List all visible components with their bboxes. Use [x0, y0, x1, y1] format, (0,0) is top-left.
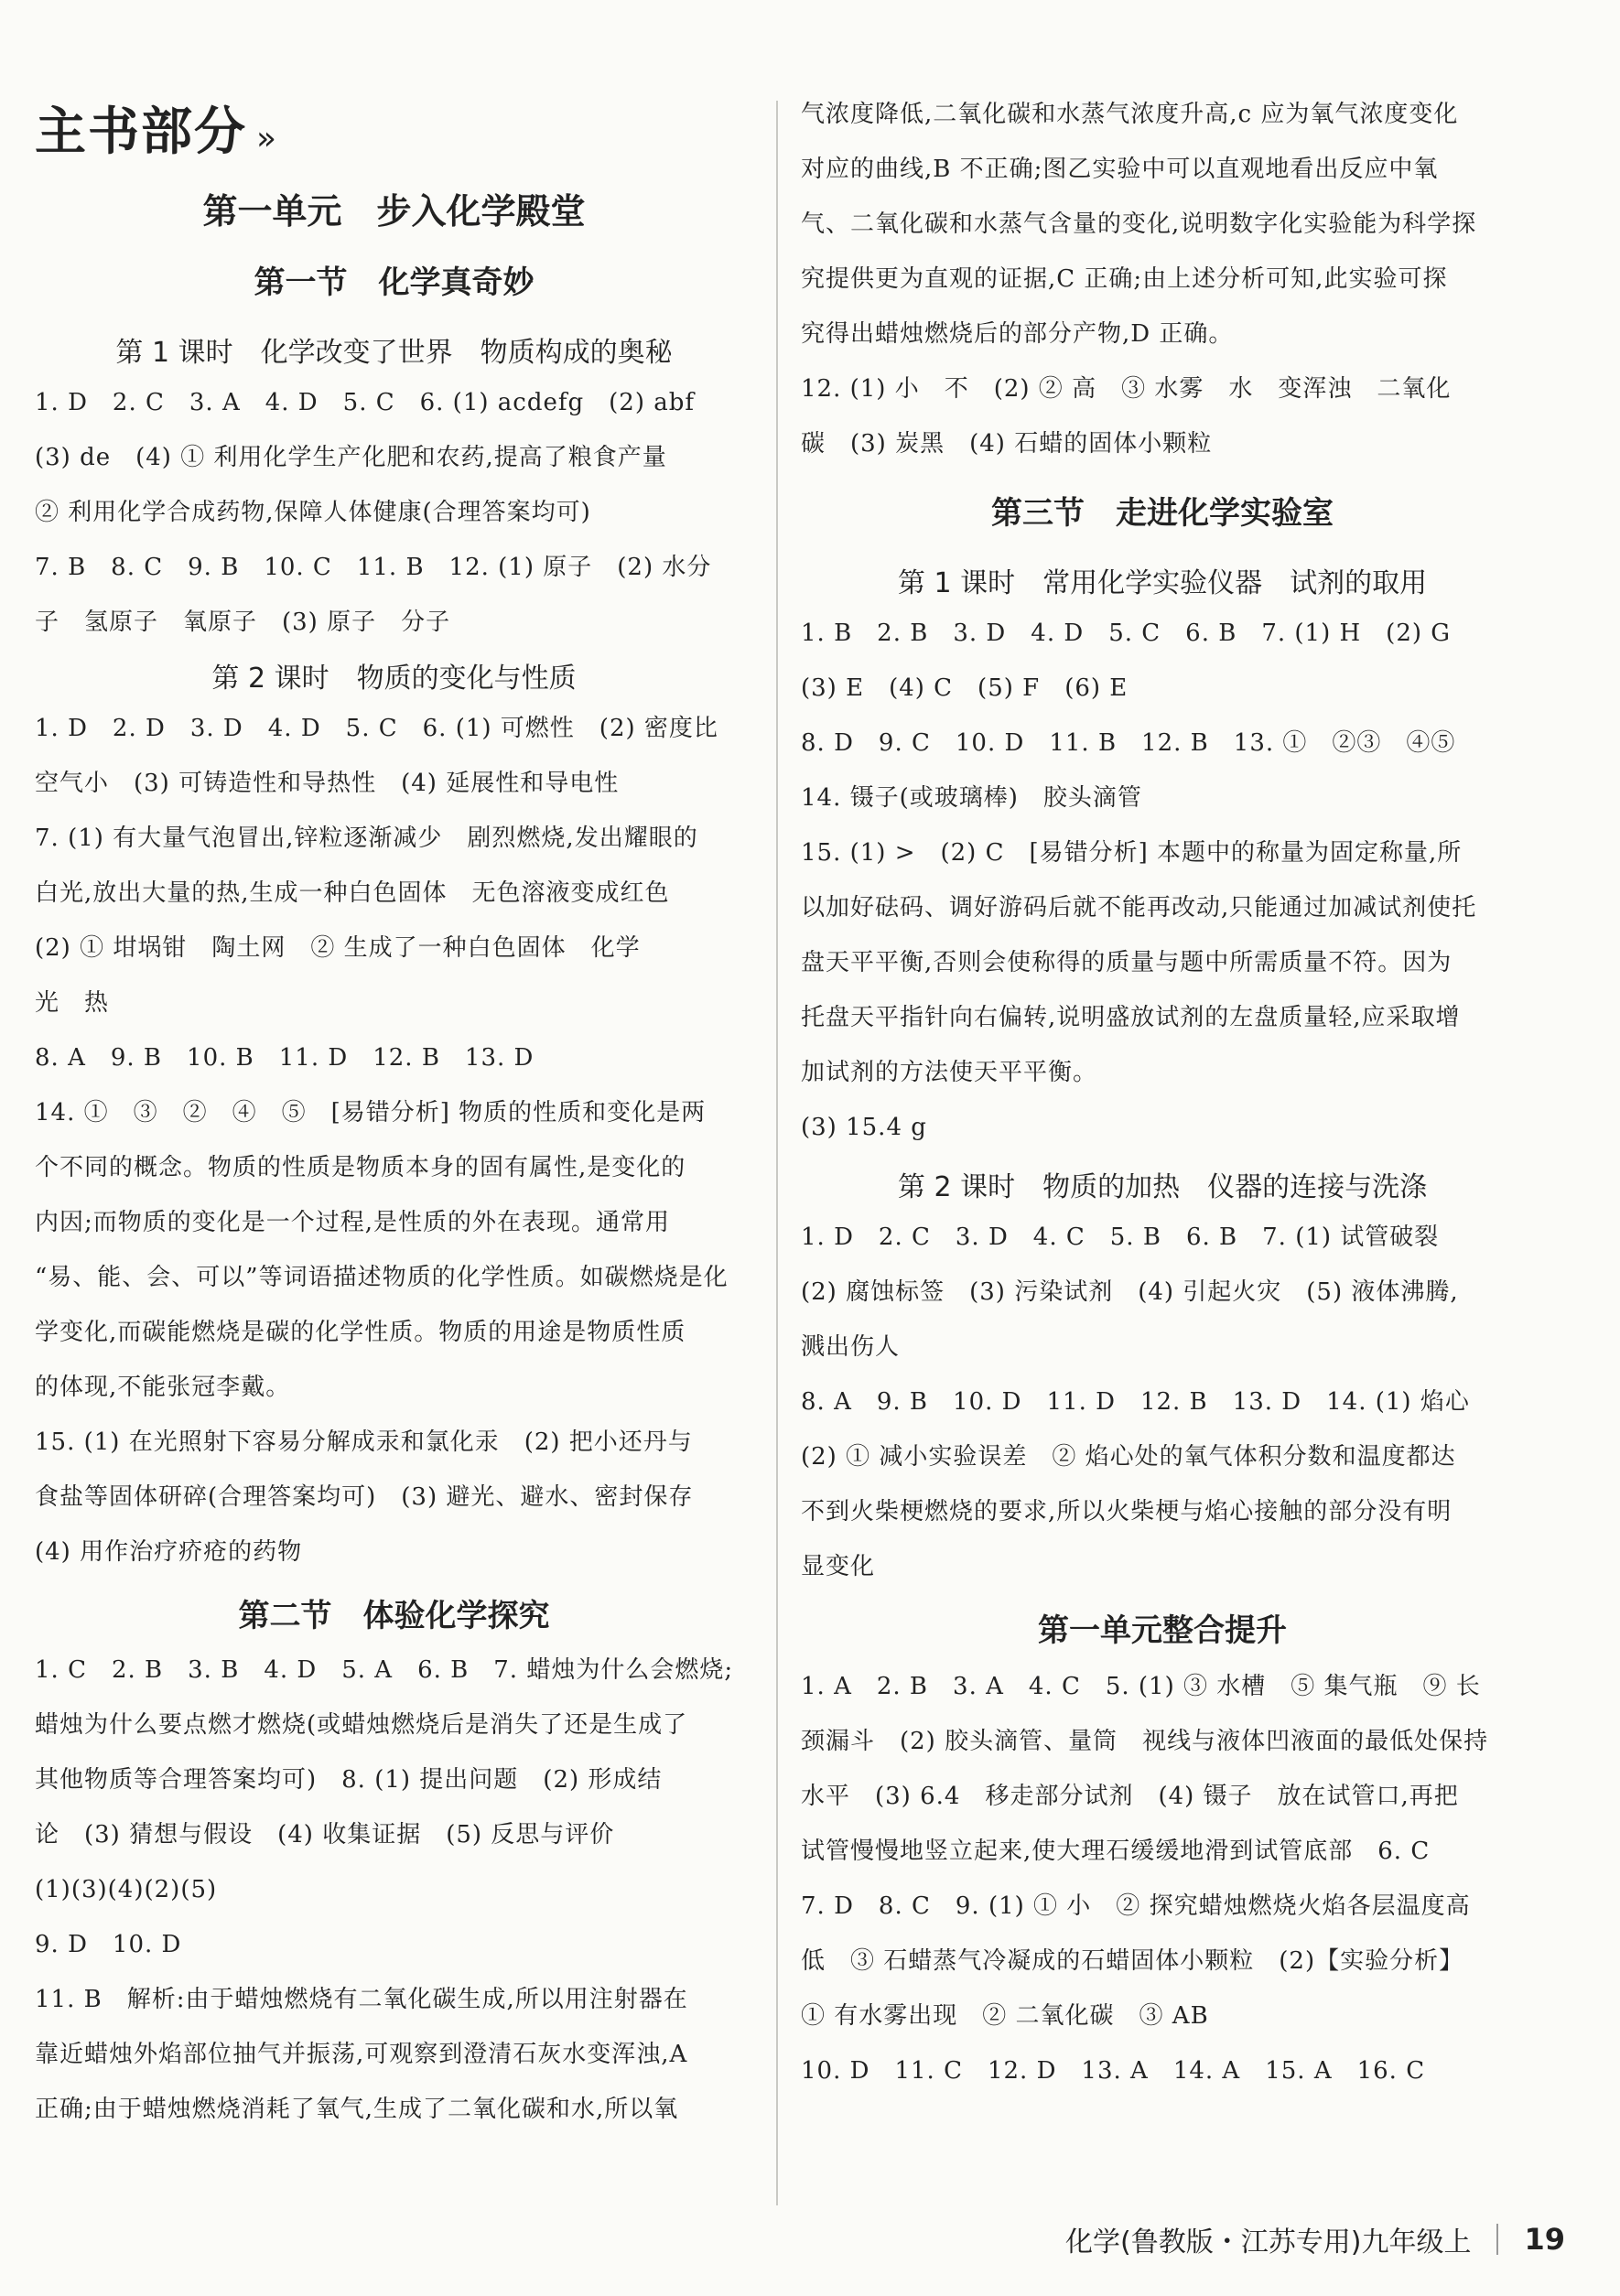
answer-line: 光 热: [35, 989, 110, 1017]
answer-line: 白光,放出大量的热,生成一种白色固体 无色溶液变成红色: [35, 879, 670, 907]
answer-line: 蜡烛为什么要点燃才燃烧(或蜡烛燃烧后是消失了还是生成了: [35, 1711, 688, 1739]
section-2-title: 第二节 体验化学探究: [238, 1598, 550, 1634]
answer-line: 7. D 8. C 9. (1) ① 小 ② 探究蜡烛燃烧火焰各层温度高: [801, 1892, 1471, 1920]
lesson-3-1-title: 第 1 课时 常用化学实验仪器 试剂的取用: [897, 567, 1428, 599]
answer-line: 究提供更为直观的证据,C 正确;由上述分析可知,此实验可探: [801, 265, 1448, 293]
left-column: [35, 87, 753, 2137]
answer-line: 学变化,而碳能燃烧是碳的化学性质。物质的用途是物质性质: [35, 1319, 686, 1346]
answer-line: 的体现,不能张冠李戴。: [35, 1374, 291, 1401]
answer-line: (3) E (4) C (5) F (6) E: [801, 674, 1129, 702]
lesson-3-2-title: 第 2 课时 物质的加热 仪器的连接与洗涤: [897, 1171, 1428, 1203]
answer-line: 1. C 2. B 3. B 4. D 5. A 6. B 7. 蜡烛为什么会燃烧;: [35, 1656, 734, 1684]
answer-line: 8. A 9. B 10. B 11. D 12. B 13. D: [35, 1044, 535, 1072]
answer-line: 不到火柴梗燃烧的要求,所以火柴梗与焰心接触的部分没有明: [801, 1498, 1453, 1525]
answer-line: 14. ① ③ ② ④ ⑤ [易错分析] 物质的性质和变化是两: [35, 1099, 707, 1126]
answer-line: 究得出蜡烛燃烧后的部分产物,D 正确。: [801, 320, 1234, 348]
answer-line: 其他物质等合理答案均可) 8. (1) 提出问题 (2) 形成结: [35, 1766, 663, 1794]
answer-line: 托盘天平指针向右偏转,说明盛放试剂的左盘质量轻,应采取增: [801, 1004, 1461, 1031]
answer-line: 1. A 2. B 3. A 4. C 5. (1) ③ 水槽 ⑤ 集气瓶 ⑨ 长: [801, 1673, 1481, 1700]
answer-line: (3) de (4) ① 利用化学生产化肥和农药,提高了粮食产量: [35, 444, 667, 471]
answer-line: 气、二氧化碳和水蒸气含量的变化,说明数字化实验能为科学探: [801, 210, 1477, 238]
unit-review-title: 第一单元整合提升: [1038, 1612, 1287, 1649]
answer-line: 10. D 11. C 12. D 13. A 14. A 15. A 16. C: [801, 2057, 1426, 2085]
answer-line: 食盐等固体研碎(合理答案均可) (3) 避光、避水、密封保存: [35, 1483, 694, 1511]
answer-line: 气浓度降低,二氧化碳和水蒸气浓度升高,c 应为氧气浓度变化: [801, 101, 1459, 128]
right-column: [801, 87, 1524, 2098]
answer-line: (2) ① 减小实验误差 ② 焰心处的氧气体积分数和温度都达: [801, 1443, 1456, 1471]
answer-line: 15. (1) > (2) C [易错分析] 本题中的称量为固定称量,所: [801, 839, 1463, 867]
answer-line: 盘天平平衡,否则会使称得的质量与题中所需质量不符。因为: [801, 949, 1453, 976]
answer-line: 以加好砝码、调好游码后就不能再改动,只能通过加减试剂使托: [801, 894, 1477, 922]
section-1-title: 第一节 化学真奇妙: [254, 264, 535, 301]
continued-answers: [801, 87, 1524, 471]
answer-line: 试管慢慢地竖立起来,使大理石缓缓地滑到试管底部 6. C: [801, 1838, 1431, 1865]
answer-line: 正确;由于蜡烛燃烧消耗了氧气,生成了二氧化碳和水,所以氧: [35, 2096, 679, 2123]
answer-line: (4) 用作治疗疥疮的药物: [35, 1538, 303, 1566]
lesson-3-2-answers: [801, 1210, 1524, 1594]
lesson-1-2-answers: [35, 701, 753, 1579]
answer-line: 加试剂的方法使天平平衡。: [801, 1059, 1098, 1086]
answer-line: 8. A 9. B 10. D 11. D 12. B 13. D 14. (1) 焰心: [801, 1388, 1470, 1416]
answer-line: 8. D 9. C 10. D 11. B 12. B 13. ① ②③ ④⑤: [801, 729, 1456, 757]
answer-line: 1. D 2. C 3. A 4. D 5. C 6. (1) acdefg (2) abf: [35, 389, 695, 416]
answer-line: 对应的曲线,B 不正确;图乙实验中可以直观地看出反应中氧: [801, 156, 1439, 183]
answer-line: 1. B 2. B 3. D 4. D 5. C 6. B 7. (1) H (2) G: [801, 620, 1452, 647]
answer-line: ① 有水雾出现 ② 二氧化碳 ③ AB: [801, 2002, 1209, 2030]
answer-line: 内因;而物质的变化是一个过程,是性质的外在表现。通常用: [35, 1209, 671, 1236]
answer-line: 15. (1) 在光照射下容易分解成汞和氯化汞 (2) 把小还丹与: [35, 1428, 693, 1456]
answer-line: (3) 15.4 g: [801, 1114, 927, 1141]
answer-line: (1)(3)(4)(2)(5): [35, 1876, 218, 1903]
unit-title: 第一单元 步入化学殿堂: [202, 191, 586, 232]
answer-line: (2) 腐蚀标签 (3) 污染试剂 (4) 引起火灾 (5) 液体沸腾,: [801, 1278, 1459, 1306]
answer-line: 靠近蜡烛外焰部位抽气并振荡,可观察到澄清石灰水变浑浊,A: [35, 2041, 688, 2068]
footer-subject: 化学(鲁教版・江苏专用)九年级上: [1065, 2226, 1472, 2258]
answer-line: 低 ③ 石蜡蒸气冷凝成的石蜡固体小颗粒 (2)【实验分析】: [801, 1947, 1464, 1975]
unit-review-answers: [801, 1659, 1524, 2098]
footer-separator: [1496, 2224, 1498, 2255]
book-section-label: 主书部分: [35, 102, 247, 162]
answer-line: 子 氢原子 氧原子 (3) 原子 分子: [35, 609, 451, 636]
answer-line: 7. B 8. C 9. B 10. C 11. B 12. (1) 原子 (2) 水分: [35, 554, 712, 581]
answer-line: 14. 镊子(或玻璃棒) 胶头滴管: [801, 784, 1142, 812]
answer-line: 论 (3) 猜想与假设 (4) 收集证据 (5) 反思与评价: [35, 1821, 615, 1849]
answer-line: 个不同的概念。物质的性质是物质本身的固有属性,是变化的: [35, 1154, 686, 1181]
answer-line: 7. (1) 有大量气泡冒出,锌粒逐渐减少 剧烈燃烧,发出耀眼的: [35, 825, 698, 852]
answer-line: 显变化: [801, 1553, 876, 1580]
page-footer: [1065, 2219, 1565, 2259]
answer-line: 11. B 解析:由于蜡烛燃烧有二氧化碳生成,所以用注射器在: [35, 1986, 688, 2013]
lesson-1-2-title: 第 2 课时 物质的变化与性质: [211, 663, 577, 695]
section-2-answers: [35, 1643, 753, 2137]
answer-line: 水平 (3) 6.4 移走部分试剂 (4) 镊子 放在试管口,再把: [801, 1783, 1459, 1810]
section-3-title: 第三节 走进化学实验室: [991, 495, 1334, 532]
answer-line: 1. D 2. D 3. D 4. D 5. C 6. (1) 可燃性 (2) 密度比: [35, 715, 718, 742]
column-divider: [776, 101, 778, 2205]
answer-line: 颈漏斗 (2) 胶头滴管、量筒 视线与液体凹液面的最低处保持: [801, 1728, 1489, 1755]
answer-line: 1. D 2. C 3. D 4. C 5. B 6. B 7. (1) 试管破裂: [801, 1223, 1440, 1251]
double-chevron-icon: »: [256, 120, 279, 157]
answer-line: 溅出伤人: [801, 1333, 901, 1361]
answer-line: 空气小 (3) 可铸造性和导热性 (4) 延展性和导电性: [35, 770, 620, 797]
answer-line: 12. (1) 小 不 (2) ② 高 ③ 水雾 水 变浑浊 二氧化: [801, 375, 1452, 403]
answer-line: 碳 (3) 炭黑 (4) 石蜡的固体小颗粒: [801, 430, 1213, 458]
answer-line: “易、能、会、可以”等词语描述物质的化学性质。如碳燃烧是化: [35, 1264, 729, 1291]
lesson-1-1-answers: [35, 375, 753, 650]
answer-line: 9. D 10. D: [35, 1931, 182, 1958]
page-number: 19: [1524, 2222, 1565, 2257]
lesson-1-1-title: 第 1 课时 化学改变了世界 物质构成的奥秘: [115, 337, 673, 369]
answer-line: ② 利用化学合成药物,保障人体健康(合理答案均可): [35, 499, 591, 526]
lesson-3-1-answers: [801, 606, 1524, 1155]
answer-line: (2) ① 坩埚钳 陶土网 ② 生成了一种白色固体 化学: [35, 934, 641, 962]
